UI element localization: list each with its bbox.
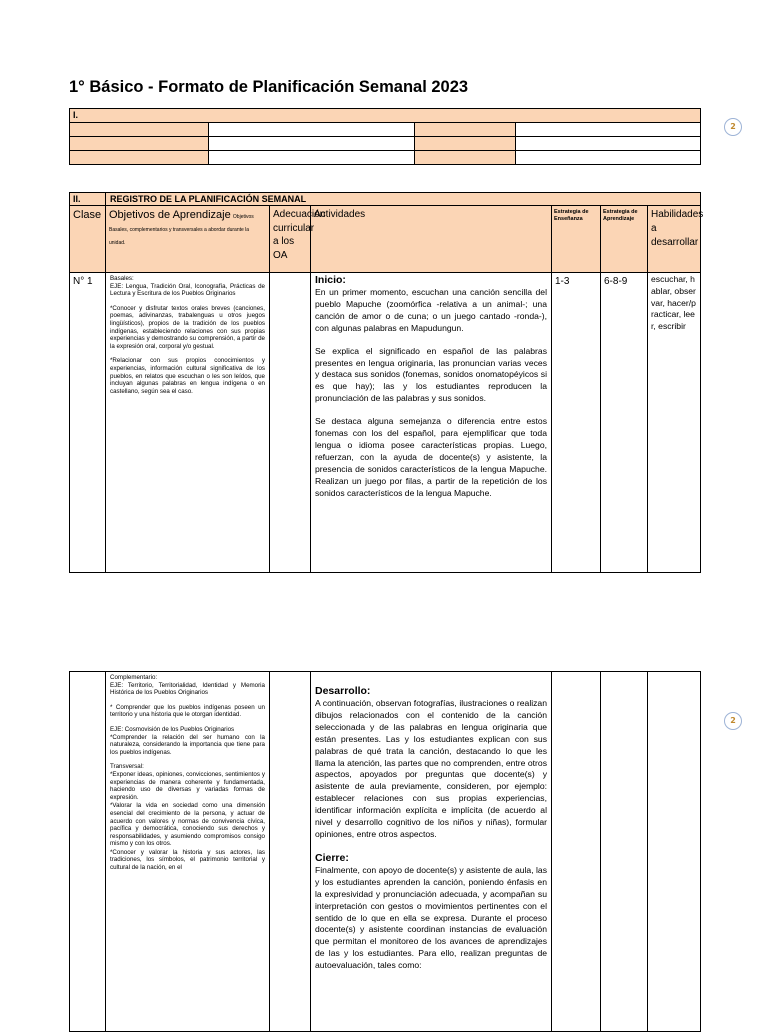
estrategia-ensenanza-value: 1-3 [552,273,601,573]
transversal-head: Transversal: [110,763,144,771]
header-objetivos [106,206,270,273]
objetivos-paragraph: *Conocer y disfrutar textos orales breves (canciones, poemas, adivinanzas, trabalenguas u otros juegos lingüísticos), propios de la tradición de los pueblos indígenas, estableciendo relaciones con sus propias experiencias y demostrando su comprensión, a partir de la expresión oral, corporal y/o gestual. [110,304,265,350]
clase-cell [70,672,106,1032]
inicio-label: Inicio: [315,274,346,286]
page-marker-badge[interactable]: 2 [724,118,742,136]
habilidades-value: escuchar, hablar, observar, hacer/practicar, leer, escribir [648,273,701,573]
objetivos-eje: EJE: Territorio, Territorialidad, Identidad y Memoria Histórica de los Pueblos Originarios [110,681,265,697]
section-1-row [70,137,701,151]
header-estrategia-aprendizaje: Estrategia de Aprendizaje [601,206,648,273]
actividad-paragraph: Finalmente, con apoyo de docente(s) y asistente de aula, las y los estudiantes aprenden la canción, poniendo énfasis en la expresividad y pronunciación adecuada, y acompañan su interpretación con gestos o movimientos pertinentes con el sentido de lo que en ella se expresa. Durante el proceso docente(s) y asistente coordinan instancias de evaluación que permitan el monitoreo de los avances de aprendizajes de las y los estudiantes. Para ello, realizan preguntas de autoevaluación, tales como: [315,864,547,971]
estrategia-aprendizaje-cell [601,672,648,1032]
section-2-header-row [70,193,701,206]
objetivos-cell [106,273,270,573]
section-2-label: REGISTRO DE LA PLANIFICACIÓN SEMANAL [106,193,701,206]
header-adecuacion: Adecuación curricular a los OA [270,206,311,273]
actividad-paragraph: En un primer momento, escuchan una canción sencilla del pueblo Mapuche (zoomórfica -relativa a un animal-; una canción de amor o de cuna; o un juego cantado -ronda-), con algunas palabras en Mapudungun. [315,287,547,333]
page-title: 1° Básico - Formato de Planificación Semanal 2023 [69,78,469,96]
table-row [70,672,701,1032]
section-1-header-row [70,109,701,123]
field-value-cell[interactable] [516,151,701,165]
objetivos-paragraph: * Comprender que los pueblos indígenas poseen un territorio y una historia que le otorgan identidad. [110,703,265,719]
desarrollo-label: Desarrollo: [315,685,371,697]
actividades-cell [311,273,552,573]
header-estrategia-ensenanza: Estrategia de Enseñanza [552,206,601,273]
actividad-paragraph: Se explica el significado en español de las palabras presentes en lengua originaria, las pronuncian varias veces y destaca sus sonidos (fonemas, sonidos onomatopéyicos si es que hay); las y los estudiantes reproducen la pronunciación de las palabras y sus sonidos. [315,345,547,404]
field-label-cell [70,123,209,137]
table-row [70,273,701,573]
adecuacion-cell[interactable] [270,273,311,573]
estrategia-ensenanza-cell [552,672,601,1032]
objetivos-cell [106,672,270,1032]
complementario-head: Complementario: [110,674,158,681]
field-label-cell [415,151,516,165]
objetivos-eje: EJE: Cosmovisión de los Pueblos Originarios [110,725,235,733]
actividades-cell [311,672,552,1032]
objetivos-paragraph: *Comprender la relación del ser humano con la naturaleza, considerando la importancia que tiene para los pueblos indígenas. [110,733,265,756]
actividad-paragraph: A continuación, observan fotografías, ilustraciones o realizan dibujos relacionados con el contenido de la canción seleccionada y de las palabras en lengua originaria que están presentes. Las y los estudiantes explican con sus palabras de qué trata la canción, destacando lo que les llama la atención, las partes que no comprenden, entre otros aspectos, apoyados por preguntas que docente(s) y asistente de aula previamente, consideren, por ejemplo: establecer relaciones con sus propias experiencias, identificar información explícita e implícita (de acuerdo al nivel y desarrollo cognitivo de los niños y niñas), formular opiniones, entre otros aspectos. [315,698,547,839]
field-label-cell [70,137,209,151]
objetivos-paragraph: *Relacionar con sus propios conocimientos y experiencias, información cultural significativa de los pueblos, en relatos que escuchan o les son leídos, que incluyan algunas palabras en lengua indígena o en castellano, según sea el caso. [110,357,265,395]
actividad-paragraph: Se destaca alguna semejanza o diferencia entre estos fonemas con los del español, para ejemplificar que toda lengua o idioma posee características propias. Luego, refuerzan, con la ayuda de docente(s) y asistente, la presencia de sonidos característicos de la lengua Mapuche. Realizan un juego por filas, a partir de la repetición de los sonidos característicos de la lengua Mapuche. [315,416,547,498]
header-objetivos-title: Objetivos de Aprendizaje [109,209,231,221]
field-value-cell[interactable] [516,123,701,137]
field-value-cell[interactable] [209,123,415,137]
objetivos-basales-head: Basales: [110,275,134,282]
field-label-cell [70,151,209,165]
section-1-table [69,108,701,165]
objetivos-eje: EJE: Lengua, Tradición Oral, Iconografía, Prácticas de Lectura y Escritura de los Pueblos Originarios [110,282,265,298]
weekly-plan-table [69,192,704,573]
section-1-label: I. [70,109,701,123]
objetivos-paragraph: *Conocer y valorar la historia y sus actores, las tradiciones, los símbolos, el patrimonio territorial y cultural de la nación, en el [110,848,265,872]
header-objetivos-note: Objetivos Basales, complementarios y transversales a abordar durante la unidad. [109,214,254,246]
weekly-plan-table-continued [69,671,701,1032]
header-habilidades: Habilidades a desarrollar [648,206,701,273]
field-value-cell[interactable] [209,137,415,151]
clase-number: N° 1 [70,273,106,573]
objetivos-paragraph: *Exponer ideas, opiniones, convicciones, sentimientos y experiencias de manera coherente y fundamentada, haciendo uso de diversas y variadas formas de expresión. [110,770,265,801]
section-1-row [70,151,701,165]
estrategia-aprendizaje-value: 6-8-9 [601,273,648,573]
adecuacion-cell[interactable] [270,672,311,1032]
header-clase: Clase [70,206,106,273]
column-header-row [70,206,701,273]
section-1-row [70,123,701,137]
page-marker-badge[interactable]: 2 [724,712,742,730]
cierre-label: Cierre: [315,851,349,864]
field-label-cell [415,123,516,137]
habilidades-cell [648,672,701,1032]
field-value-cell[interactable] [516,137,701,151]
header-actividades: Actividades [311,206,552,273]
objetivos-paragraph: *Valorar la vida en sociedad como una dimensión esencial del crecimiento de la persona, y actuar de acuerdo con valores y normas de convivencia cívica, pacífica y democrática, conociendo sus derechos y responsabilidades, y asumiendo compromisos consigo mismo y con los otros. [110,802,265,848]
field-value-cell[interactable] [209,151,415,165]
section-2-number: II. [70,193,106,206]
field-label-cell [415,137,516,151]
